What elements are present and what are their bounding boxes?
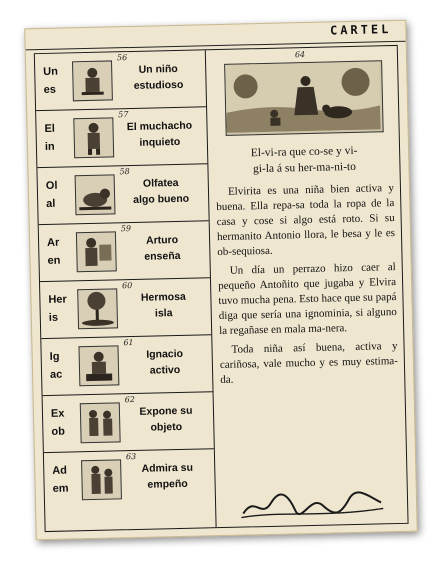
handwritten-signature	[237, 486, 388, 523]
lesson-illustration	[72, 60, 113, 101]
lesson-illustration	[77, 288, 118, 329]
syllable-top: Ex	[50, 407, 65, 420]
lesson-number: 59	[120, 224, 132, 234]
syllable-top: Ol	[45, 179, 58, 192]
lesson-row	[40, 278, 211, 339]
story-paragraph: Elvirita es una niña bien activa y buena. Ella repa-sa toda la ropa de la casa y cose si algo está roto. Si su hermanito Antonio llora, le besa y le es ob-sequiosa.	[216, 182, 396, 259]
syllable-top: Ig	[49, 350, 60, 363]
lesson-caption: Admira su empeño	[141, 461, 194, 491]
reading-heading: El-vi-ra que co-se y vi- gi-la á su her-ma-ni-to	[250, 144, 358, 176]
syllable-lessons-column	[35, 50, 217, 531]
lesson-number: 60	[122, 281, 133, 291]
lesson-row	[36, 107, 207, 168]
lesson-row	[41, 335, 212, 396]
lesson-number: 58	[119, 167, 130, 177]
textbook-page	[24, 20, 418, 541]
lesson-illustration	[80, 402, 121, 443]
lesson-number: 62	[124, 394, 135, 405]
lesson-illustration	[75, 174, 116, 215]
reading-illustration	[224, 60, 384, 136]
lesson-caption: El muchacho inquieto	[126, 119, 193, 149]
syllable-top: Ar	[46, 236, 60, 249]
lesson-number: 63	[125, 451, 137, 462]
syllable-top: Un	[43, 65, 59, 78]
reading-number: 64	[294, 50, 306, 60]
lesson-number: 61	[123, 338, 134, 348]
lesson-frame	[34, 45, 409, 532]
lesson-illustration	[81, 459, 122, 500]
syllable-top: Ad	[52, 464, 68, 477]
lesson-row	[43, 392, 214, 453]
syllable-bottom: in	[44, 140, 55, 153]
syllable-bottom: ac	[49, 368, 63, 381]
syllable-bottom: en	[47, 254, 61, 267]
lesson-illustration	[73, 117, 114, 158]
syllable-bottom: es	[43, 83, 57, 96]
story-paragraph: Un día un perrazo hizo caer al pequeño Antoñito que jugaba y Elvira tuvo mucha pena. Esto hace que su papá diga que sería una ignominia, si alguno la regañase en mala ma-nera.	[218, 261, 397, 338]
syllable-top: Her	[48, 293, 67, 306]
story-paragraph: Toda niña así buena, activa y cariñosa, vale mucho y es muy estima-da.	[219, 340, 399, 387]
syllable-top: El	[44, 122, 56, 135]
syllable-bottom: em	[52, 482, 69, 495]
lesson-caption: Expone su objeto	[139, 404, 193, 434]
syllable-bottom: al	[46, 197, 56, 210]
lesson-caption: Un niño estudioso	[133, 62, 184, 92]
lesson-illustration	[78, 345, 119, 386]
reading-column	[207, 46, 408, 527]
reading-story	[216, 181, 399, 392]
lesson-caption: Hermosa isla	[140, 290, 186, 320]
lesson-row	[44, 449, 215, 510]
lesson-caption: Olfatea algo bueno	[133, 176, 190, 206]
lesson-illustration	[76, 231, 117, 272]
lesson-number: 56	[116, 53, 128, 63]
lesson-row	[35, 50, 206, 111]
lesson-caption: Ignacio activo	[146, 347, 184, 377]
lesson-number: 57	[118, 110, 129, 120]
syllable-bottom: is	[48, 311, 59, 324]
lesson-row	[39, 221, 210, 282]
page-header-title: CARTEL	[329, 22, 392, 38]
lesson-caption: Arturo enseña	[144, 233, 181, 263]
syllable-bottom: ob	[51, 425, 65, 438]
lesson-row	[37, 164, 208, 225]
